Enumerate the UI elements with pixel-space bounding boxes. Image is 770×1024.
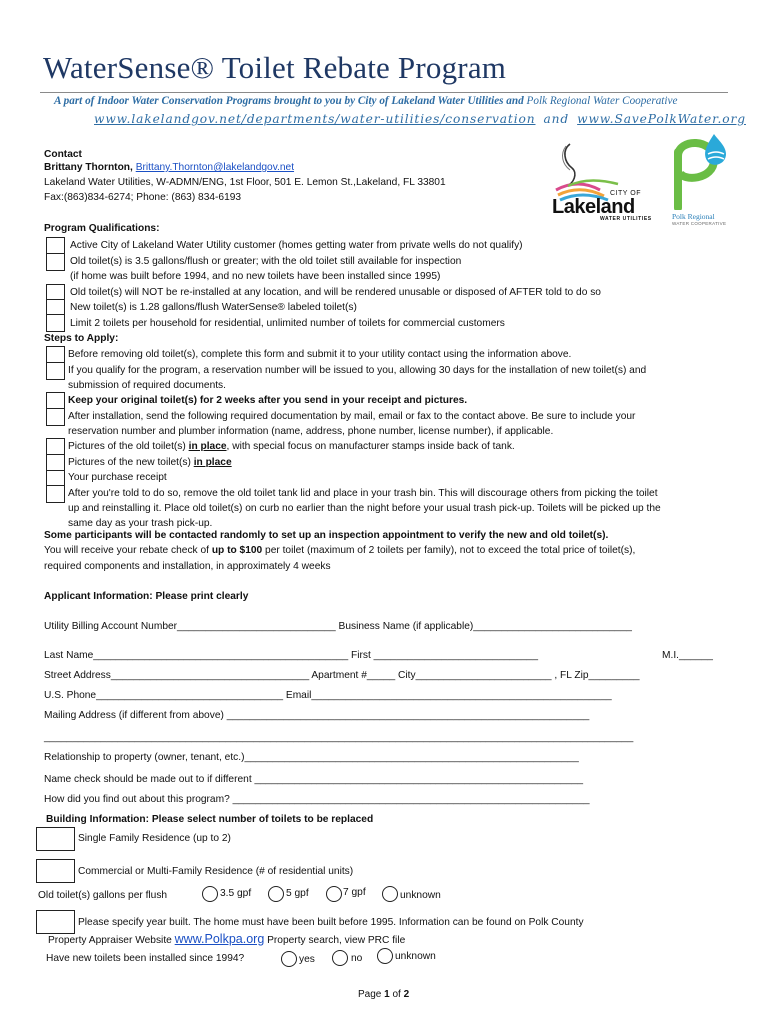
step-text: Before removing old toilet(s), complete this form and submit it to your utility contact using the information above. (68, 349, 572, 360)
account-business-field[interactable]: Utility Billing Account Number____________________________ Business Name (if applicable)____________________________ (44, 621, 632, 632)
qualification-item: Active City of Lakeland Water Utility customer (homes getting water from private wells do not qualify) (70, 240, 523, 251)
page-title: WaterSense® Toilet Rebate Program (43, 50, 507, 85)
program-links (94, 112, 746, 126)
appraiser-post: Property search, view PRC file (264, 935, 406, 946)
polk-wordmark: Polk Regional (672, 212, 715, 221)
polkpa-link[interactable]: www.Polkpa.org (174, 932, 265, 946)
appraiser-line (48, 932, 405, 946)
step-checkbox-2[interactable] (46, 362, 65, 380)
rebate-line-2: required components and installation, in approximately 4 weeks (44, 561, 331, 572)
gpf-7-radio[interactable] (326, 886, 342, 902)
installed-unknown-radio[interactable] (377, 948, 393, 964)
step-text: same day as your trash pick-up. (68, 518, 213, 529)
rebate-post: per toilet (maximum of 2 toilets per family), not to exceed the total price of toilet(s), (262, 545, 636, 556)
title-divider (40, 92, 728, 93)
links-and: and (543, 112, 570, 126)
step-text: submission of required documents. (68, 380, 226, 391)
gpf-3-5-label: 3.5 gpf (220, 888, 252, 899)
installed-question: Have new toilets been installed since 1994? (46, 953, 245, 964)
installed-no-label: no (351, 953, 363, 964)
contact-phone: Fax:(863)834-6274; Phone: (863) 834-6193 (44, 192, 242, 203)
street-address-field[interactable]: Street Address___________________________________ Apartment #_____ City________________________ , FL Zip_________ (44, 670, 640, 681)
step-text-bold: Keep your original toilet(s) for 2 weeks after you send in your receipt and pictures. (68, 395, 468, 406)
lakeland-city-of: CITY OF (610, 190, 641, 197)
gpf-3-5-radio[interactable] (202, 886, 218, 902)
step-text: After installation, send the following required documentation by mail, email or fax to the contact above. Be sure to include your (68, 411, 636, 422)
contact-heading: Contact (44, 149, 82, 160)
page-number (358, 989, 409, 1000)
installed-no-radio[interactable] (332, 950, 348, 966)
relationship-field[interactable]: Relationship to property (owner, tenant, etc.)___________________________________________________________ (44, 752, 579, 763)
gpf-unknown-label: unknown (400, 890, 441, 901)
check-payee-field[interactable]: Name check should be made out to if different __________________________________________________________ (44, 774, 584, 785)
step-checkbox-8[interactable] (46, 485, 65, 503)
mailing-address-line-2[interactable]: ________________________________________________________________________________________________________ (44, 732, 634, 743)
name-field[interactable]: Last Name_____________________________________________ First _____________________________ (44, 650, 538, 661)
qualification-checkbox-2[interactable] (46, 253, 65, 271)
subtitle-partner: Polk Regional Water Cooperative (523, 95, 678, 107)
gpf-5-radio[interactable] (268, 886, 284, 902)
step-text (68, 457, 232, 468)
qualifications-heading: Program Qualifications: (44, 223, 160, 234)
single-family-count-input[interactable] (36, 827, 75, 851)
installed-yes-radio[interactable] (281, 951, 297, 967)
referral-source-field[interactable]: How did you find out about this program? _______________________________________________________________ (44, 794, 590, 805)
installed-yes-label: yes (299, 954, 315, 965)
rebate-pre: You will receive your rebate check of (44, 545, 212, 556)
contact-name-line (44, 162, 294, 173)
gpf-unknown-radio[interactable] (382, 886, 398, 902)
installed-unknown-label: unknown (395, 951, 436, 962)
savepolkwater-link[interactable]: www.SavePolkWater.org (577, 112, 746, 126)
step-text: Your purchase receipt (68, 472, 167, 483)
appraiser-pre: Property Appraiser Website (48, 935, 175, 946)
step-text: If you qualify for the program, a reservation number will be issued to you, allowing 30 days for the installation of new toilet(s) and (68, 365, 647, 376)
step-text: After you're told to do so, remove the old toilet tank lid and place in your trash bin. This will discourage others from picking the toilet (68, 488, 658, 499)
lakeland-conservation-link[interactable]: www.lakelandgov.net/departments/water-utilities/conservation (94, 112, 536, 126)
lakeland-water-utilities: WATER UTILITIES (600, 216, 652, 222)
step-text: up and reinstalling it. Place old toilet(s) on curb no earlier than the night before your usual trash pick-up. Toilets will be picked up the (68, 503, 661, 514)
page-prefix: Page (358, 989, 385, 1000)
gpf-5-label: 5 gpf (286, 888, 309, 899)
applicant-heading: Applicant Information: Please print clearly (44, 591, 249, 602)
polk-water-cooperative: WATER COOPERATIVE (672, 221, 727, 226)
qualification-item: Limit 2 toilets per household for residential, unlimited number of toilets for commercial customers (70, 318, 505, 329)
rebate-line (44, 545, 635, 556)
page-total: 2 (403, 989, 410, 1000)
polk-regional-logo (668, 134, 738, 230)
year-built-input[interactable] (36, 910, 75, 934)
step-text: reservation number and plumber information (name, address, phone number, license number), if applicable. (68, 426, 554, 437)
steps-heading: Steps to Apply: (44, 333, 119, 344)
qualification-checkbox-5[interactable] (46, 314, 65, 332)
subtitle-main: A part of Indoor Water Conservation Programs brought to you by City of Lakeland Water Utilities and (54, 95, 524, 107)
city-of-lakeland-logo (548, 140, 652, 222)
step-new-pictures-pre: Pictures of the new toilet(s) (68, 457, 194, 468)
commercial-count-input[interactable] (36, 859, 75, 883)
step-old-pictures-pre: Pictures of the old toilet(s) (68, 441, 189, 452)
step-old-pictures-post: , with special focus on manufacturer stamps inside back of tank. (226, 441, 515, 452)
mailing-address-field[interactable]: Mailing Address (if different from above) ________________________________________________________________ (44, 710, 590, 721)
gpf-7-label: 7 gpf (343, 887, 366, 898)
step-text (68, 441, 515, 452)
step-new-in-place: in place (193, 457, 232, 468)
building-heading: Building Information: Please select number of toilets to be replaced (46, 814, 374, 825)
middle-initial-field[interactable]: M.I.______ (662, 650, 713, 661)
phone-email-field[interactable]: U.S. Phone_________________________________ Email_____________________________________________________ (44, 690, 612, 701)
lakeland-wordmark: Lakeland (552, 196, 635, 218)
rebate-amount: up to $100 (211, 545, 263, 556)
step-checkbox-4[interactable] (46, 408, 65, 426)
polk-water-drop-icon (668, 134, 738, 210)
inspection-note: Some participants will be contacted randomly to set up an inspection appointment to verify the new and old toilet(s). (44, 530, 609, 541)
qualification-item: (if home was built before 1994, and no new toilets have been installed since 1995) (70, 271, 441, 282)
single-family-label: Single Family Residence (up to 2) (78, 833, 231, 844)
contact-email-link[interactable]: Brittany.Thornton@lakelandgov.net (135, 162, 295, 173)
gallons-label: Old toilet(s) gallons per flush (38, 890, 168, 901)
commercial-label: Commercial or Multi-Family Residence (# of residential units) (78, 866, 354, 877)
step-old-in-place: in place (188, 441, 227, 452)
contact-name: Brittany Thornton, (44, 162, 133, 173)
qualification-item: Old toilet(s) will NOT be re-installed at any location, and will be rendered unusable or disposed of AFTER told to do so (70, 287, 601, 298)
page-current: 1 (384, 989, 390, 1000)
qualification-item: Old toilet(s) is 3.5 gallons/flush or greater; with the old toilet still available for inspection (70, 256, 462, 267)
year-built-instruction: Please specify year built. The home must have been built before 1995. Information can be found on Polk County (78, 917, 584, 928)
page-subtitle (54, 95, 677, 107)
contact-address: Lakeland Water Utilities, W-ADMN/ENG, 1st Floor, 501 E. Lemon St.,Lakeland, FL 33801 (44, 177, 446, 188)
page-of: of (389, 989, 404, 1000)
qualification-item: New toilet(s) is 1.28 gallons/flush WaterSense® labeled toilet(s) (70, 302, 357, 313)
